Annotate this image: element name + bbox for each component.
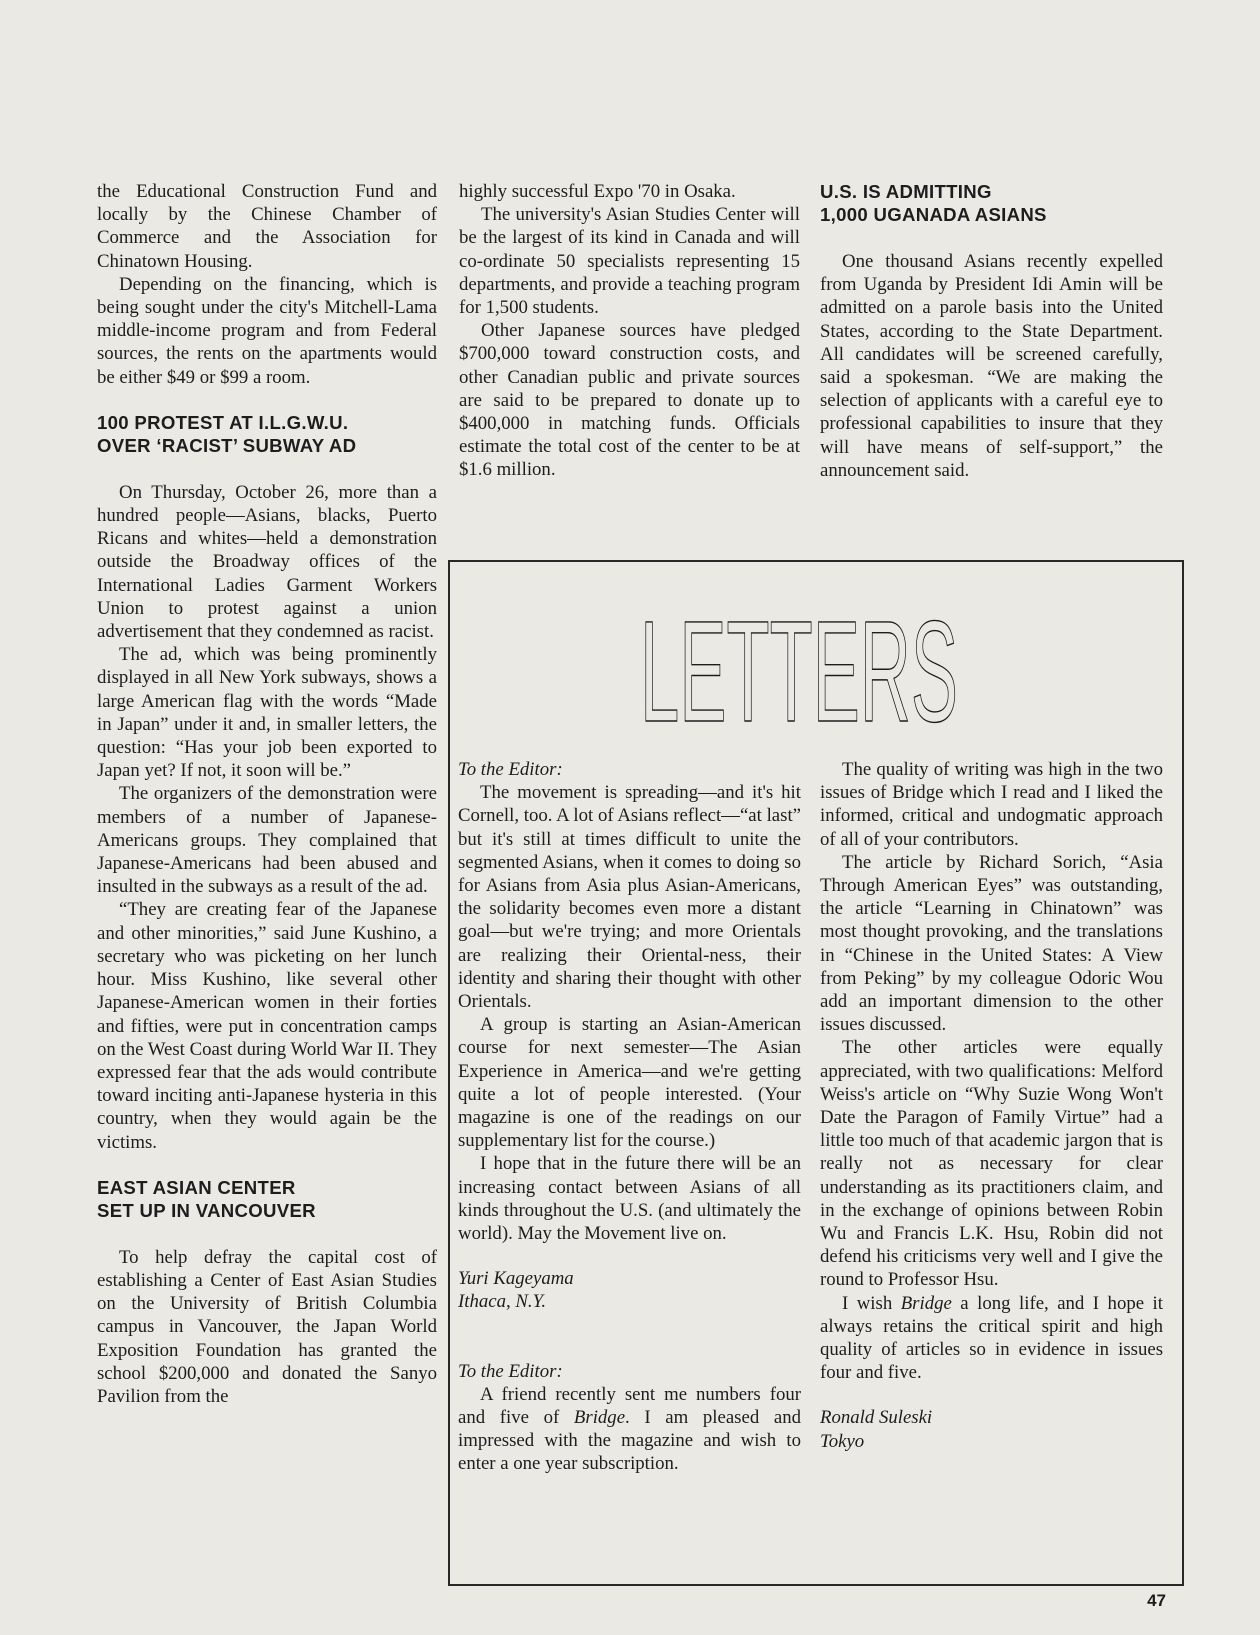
paragraph: Depending on the financing, which is being sought under the city's Mitchell-Lama middle-income program and from Federal sources, the rents on the apartments would be either $49 or $99 a room. xyxy=(97,273,437,388)
signature-name: Ronald Suleski xyxy=(820,1407,933,1429)
column-2 xyxy=(459,180,800,482)
paragraph: I hope that in the future there will be an increasing contact between Asians of all kinds throughout the U.S. (and ultimately the world). May the Movement live on. xyxy=(458,1153,801,1245)
signature-name: Yuri Kageyama xyxy=(458,1268,574,1290)
paragraph: I wish Bridge a long life, and I hope it always retains the critical spirit and high quality of articles so in evidence in issues four and five. xyxy=(820,1292,1163,1384)
paragraph: To help defray the capital cost of establishing a Center of East Asian Studies on the University of British Columbia campus in Vancouver, the Japan World Exposition Foundation has granted the school $200,000 and donated the Sanyo Pavilion from the xyxy=(97,1246,437,1407)
headline-uganda: U.S. IS ADMITTING 1,000 UGANADA ASIANS xyxy=(820,181,1047,225)
paragraph: The movement is spreading—and it's hit Cornell, too. A lot of Asians reflect—“at last” but it's still at times difficult to unite the segmented Asians, when it comes to doing so for Asians from Asia plus Asian-Americans, the solidarity becomes even more a distant goal—but we're trying; and more Orientals are realizing their Oriental-ness, their identity and sharing their thought with other Orientals. xyxy=(458,782,801,1013)
paragraph: Other Japanese sources have pledged $700,000 toward construction costs, and other Canadian public and private sources are said to be prepared to donate up to $400,000 in matching funds. Officials estimate the total cost of the center to be at $1.6 million. xyxy=(459,320,800,481)
paragraph: highly successful Expo '70 in Osaka. xyxy=(459,181,736,202)
paragraph: The other articles were equally appreciated, with two qualifications: Melford Weiss's article on “Why Suzie Wong Won't Date the Paragon of Family Virtue” had a little too much of that academic jargon that is really not as necessary for clear understanding as its practitioners claim, and in the exchange of opinions between Robin Wu and Francis L.K. Hsu, Robin did not defend his criticisms very well and I give the round to Professor Hsu. xyxy=(820,1037,1163,1291)
letter-2 xyxy=(820,758,1163,1453)
paragraph: A friend recently sent me numbers four and five of Bridge. I am pleased and impressed with the magazine and wish to enter a one year subscription. xyxy=(458,1383,801,1475)
paragraph: One thousand Asians recently expelled from Uganda by President Idi Amin will be admitted on a parole basis into the United States, according to the State Department. All candidates will be screened carefully, said a spokesman. “We are making the selection of applicants with a careful eye to professional capabilities to insure that they will have means of self-support,” the announcement said. xyxy=(820,251,1163,481)
salutation: To the Editor: xyxy=(458,759,563,780)
signature-place: Ithaca, N.Y. xyxy=(458,1291,547,1313)
signature-place: Tokyo xyxy=(820,1430,865,1452)
paragraph: On Thursday, October 26, more than a hundred people—Asians, blacks, Puerto Ricans and whites—held a demonstration outside the Broadway offices of the International Ladies Garment Workers Union to protest against a union advertisement that they condemned as racist. xyxy=(97,481,437,643)
magazine-name: Bridge xyxy=(900,1292,952,1314)
paragraph: The organizers of the demonstration were members of a number of Japanese-Americans groups. They complained that Japanese-Americans had been abused and insulted in the subways as a result of the ad. xyxy=(97,783,437,898)
paragraph: The ad, which was being prominently displayed in all New York subways, shows a large American flag with the words “Made in Japan” under it and, in smaller letters, the question: “Has your job been exported to Japan yet? If not, it soon will be.” xyxy=(97,644,437,782)
paragraph: The quality of writing was high in the two issues of Bridge which I read and I liked the informed, critical and undogmatic approach of all of your contributors. xyxy=(820,759,1163,850)
salutation: To the Editor: xyxy=(458,1360,563,1382)
page-number: 47 xyxy=(1147,1591,1166,1610)
letters-title xyxy=(640,591,960,752)
column-1 xyxy=(97,180,437,1408)
paragraph: “They are creating fear of the Japanese and other minorities,” said June Kushino, a secretary who was picketing on her lunch hour. Miss Kushino, like several other Japanese-American women in their forties and fifties, were put in concentration camps on the West Coast during World War II. They expressed fear that the ads would contribute toward inciting anti-Japanese hysteria in this country, when they would again be the victims. xyxy=(97,899,437,1153)
column-3 xyxy=(820,180,1163,482)
headline-east-asian-center: EAST ASIAN CENTER SET UP IN VANCOUVER xyxy=(97,1176,316,1221)
headline-protest: 100 PROTEST AT I.L.G.W.U. OVER ‘RACIST’ SUBWAY AD xyxy=(97,411,357,456)
paragraph: The article by Richard Sorich, “Asia Through American Eyes” was outstanding, the article “Learning in Chinatown” was most thought provoking, and the translations in “Chinese in the United States: A View from Peking” by my colleague Odoric Wou add an important dimension to the other issues discussed. xyxy=(820,851,1163,1036)
letters-title-text: LETTERS xyxy=(640,591,958,752)
paragraph: the Educational Construction Fund and locally by the Chinese Chamber of Commerce and the Association for Chinatown Housing. xyxy=(97,181,437,272)
paragraph: A group is starting an Asian-American course for next semester—The Asian Experience in America—and we're getting quite a lot of people interested. (Your magazine is one of the readings on our supplementary list for the course.) xyxy=(458,1014,801,1152)
magazine-name: Bridge xyxy=(573,1407,626,1429)
paragraph: The university's Asian Studies Center will be the largest of its kind in Canada and will co-ordinate 50 specialists representing 15 departments, and provide a teaching program for 1,500 students. xyxy=(459,204,800,319)
letter-1 xyxy=(458,758,801,1476)
